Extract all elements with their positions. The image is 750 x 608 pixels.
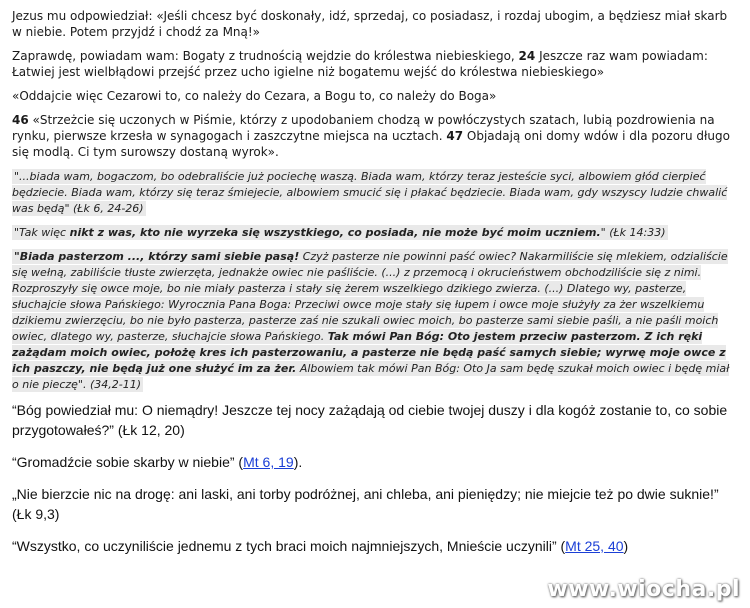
highlighted-quote-paragraph: [12, 248, 738, 392]
bold-text-run: nikt z was, kto nie wyrzeka się wszystkiego, co posiada, nie może być moim uczniem.: [69, 226, 601, 239]
bible-reference-link[interactable]: Mt 25, 40: [565, 538, 624, 554]
highlighted-quote-paragraph: [12, 168, 738, 216]
text-run: Albowiem tak mówi Pan Bóg: Oto Ja sam będę szukał moich owiec i będę miał o nie pieczę". (34,2-11): [12, 362, 730, 391]
shaded-quote-block: [12, 249, 729, 392]
bold-text-run: Tak mówi Pan Bóg: Oto jestem przeciw pasterzom. Z ich ręki zażądam moich owiec, położę kres ich pasterzowaniu, a pasterze nie będą paść samych siebie; wyrwę moje owce z ich paszczy, nie będą już one służyć im za żer.: [12, 330, 726, 375]
text-run: Zaprawdę, powiadam wam: Bogaty z trudnością wejdzie do królestwa niebieskiego,: [12, 49, 519, 63]
scripture-quote: [12, 536, 738, 556]
text-run: Czyż pasterze nie powinni paść owiec? Nakarmiliście się mlekiem, odzialiście się wełną, zabiliście tłuste zwierzęta, jednakże owiec nie paśliście. (...) z przemocą i okrucieństwem obchodziliście się z nimi. Rozproszyły się owce moje, bo nie miały pasterza i stały się żerem wszelkiego dzikiego zwierza. (...) Dlatego wy, pasterze, słuchajcie słowa Pańskiego: Wyrocznia Pana Boga: Przeciwi owce moje stały się łupem i owce moje służyły za żer wszelkiemu dzikiemu zwierzęciu, bo nie było pasterza, pasterze zaś nie szukali owiec moich, bo pasterze sami siebie paśli, a nie paśli moich owiec, dlatego wy, pasterze, słuchajcie słowa Pańskiego.: [12, 250, 728, 343]
text-run: “Gromadźcie sobie skarby w niebie” (: [12, 454, 244, 470]
text-paragraph: [12, 112, 738, 160]
scripture-quote: [12, 452, 738, 472]
text-run: "...biada wam, bogaczom, bo odebraliście już pociechę waszą. Biada wam, którzy teraz jesteście syci, albowiem głód cierpieć będziecie. Biada wam, którzy się teraz śmiejecie, albowiem smucić się i płakać będziecie. Biada wam, gdy wszyscy ludzie chwalić was będą" (Łk 6, 24-26): [12, 170, 728, 215]
scripture-paragraphs: [12, 8, 738, 392]
text-run: Jezus mu odpowiedział: «Jeśli chcesz być doskonały, idź, sprzedaj, co posiadasz, i rozdaj ubogim, a będziesz miał skarb w niebie. Potem przyjdź i chodź za Mną!»: [12, 9, 728, 39]
scripture-quote: [12, 400, 738, 440]
text-run: " (Łk 14:33): [600, 226, 666, 239]
text-run: ).: [293, 454, 303, 470]
scripture-quote: [12, 484, 738, 524]
text-paragraph: [12, 8, 738, 40]
text-run: Jeszcze raz wam powiadam: Łatwiej jest wielbłądowi przejść przez ucho igielne niż bogatemu wejść do królestwa niebieskiego»: [12, 49, 708, 79]
text-paragraph: [12, 88, 738, 104]
bold-text-run: 47: [446, 129, 464, 143]
quote-list: [12, 400, 738, 556]
text-paragraph: [12, 48, 738, 80]
bible-reference-link[interactable]: Mt 6, 19: [243, 454, 294, 470]
text-run: «Oddajcie więc Cezarowi to, co należy do Cezara, a Bogu to, co należy do Boga»: [12, 89, 497, 103]
site-watermark: www.wiocha.pl: [547, 577, 740, 602]
text-run: «Strzeżcie się uczonych w Piśmie, którzy z upodobaniem chodzą w powłóczystych szatach, lubią pozdrowienia na rynku, pierwsze krzesła w synagogach i zaszczytne miejsca na ucztach.: [12, 113, 715, 143]
highlighted-quote-paragraph: [12, 224, 738, 240]
shaded-quote-block: [12, 225, 668, 240]
bold-text-run: 46: [12, 113, 29, 127]
text-run: Objadają oni domy wdów i dla pozoru długo się modlą. Ci tym surowszy dostaną wyrok».: [12, 129, 730, 159]
text-run: „Nie bierzcie nic na drogę: ani laski, ani torby podróżnej, ani chleba, ani pieniędzy; nie miejcie też po dwie suknie!” (Łk 9,3): [12, 486, 719, 522]
text-run: “Bóg powiedział mu: O niemądry! Jeszcze tej nocy zażądają od ciebie twojej duszy i dla kogóż zostanie to, co sobie przygotowałeś?” (Łk 12, 20): [12, 402, 728, 438]
bold-text-run: 24: [518, 49, 536, 63]
text-run: ): [623, 538, 629, 554]
text-run: “Wszystko, co uczyniliście jednemu z tych braci moich najmniejszych, Mnieście uczynili” (: [12, 538, 566, 554]
text-run: "Tak więc: [14, 226, 70, 239]
shaded-quote-block: [12, 169, 727, 216]
bold-text-run: "Biada pasterzom ..., którzy sami siebie pasą!: [14, 250, 300, 263]
